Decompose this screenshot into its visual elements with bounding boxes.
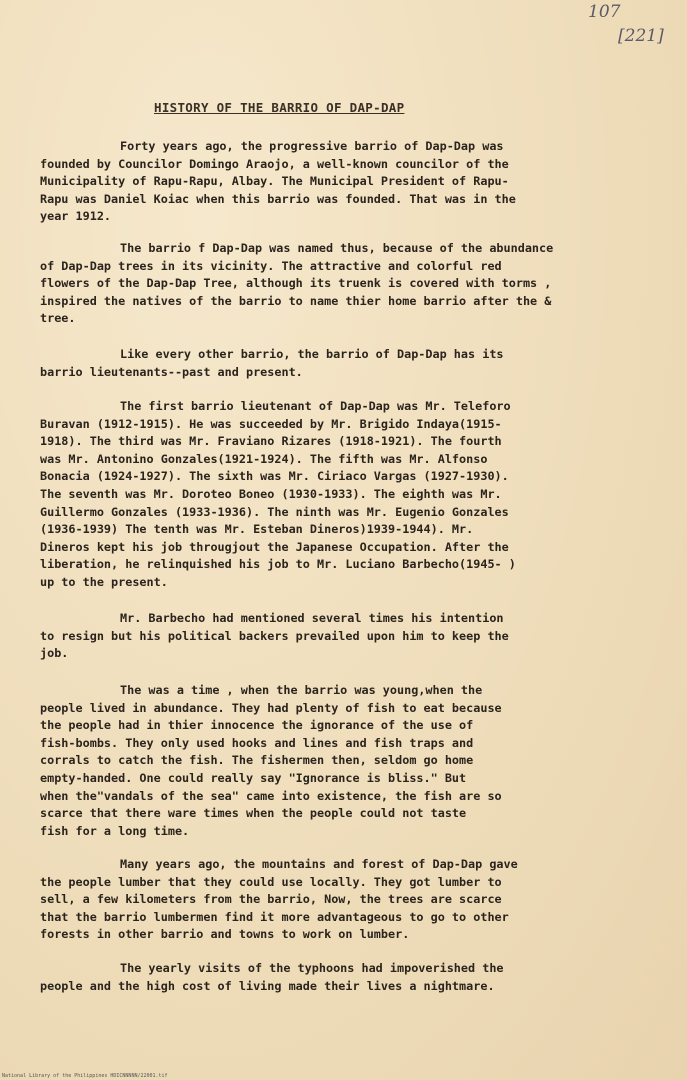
page-number-annotation: 107	[588, 2, 621, 22]
paragraph-typhoons: The yearly visits of the typhoons had impoverished the people and the high cost of living made their lives a nightmare.	[40, 961, 504, 993]
paragraph-fishing: The was a time , when the barrio was young,when the people lived in abundance. They had plenty of fish to eat because the people had in thier innocence the ignorance of the use of fish-bombs. They only used hooks and lines and fish traps and corrals to catch the fish. The fishermen then, seldom go home empty-handed. One could really say "Ignorance is bliss." But when the"vandals of the sea" came into existence, the fish are so scarce that there ware times when the people could not taste fish for a long time.	[40, 683, 502, 838]
reference-number-annotation: [221]	[618, 26, 664, 46]
paragraph-naming: The barrio f Dap-Dap was named thus, because of the abundance of Dap-Dap trees in its vicinity. The attractive and colorful red flowers of the Dap-Dap Tree, although its truenk is covered with torms , inspired the natives of the barrio to name thier home barrio after the & tree.	[40, 241, 554, 326]
source-footer: National Library of the Philippines HDICNNNNN/22001.tif	[2, 1073, 168, 1079]
paragraph-founding: Forty years ago, the progressive barrio of Dap-Dap was founded by Councilor Domingo Araojo, a well-known councilor of the Municipality of Rapu-Rapu, Albay. The Municipal President of Rapu- Rapu was Daniel Koiac when this barrio was founded. That was in the year 1912.	[40, 139, 516, 224]
paragraph-lumber: Many years ago, the mountains and forest of Dap-Dap gave the people lumber that they could use locally. They got lumber to sell, a few kilometers from the barrio, Now, the trees are scarce that the barrio lumbermen find it more advantageous to go to other forests in other barrio and towns to work on lumber.	[40, 857, 518, 942]
document-title: HISTORY OF THE BARRIO OF DAP-DAP	[154, 100, 405, 115]
paragraph-lieutenants-intro: Like every other barrio, the barrio of Dap-Dap has its barrio lieutenants--past and present.	[40, 347, 504, 379]
paragraph-barbecho: Mr. Barbecho had mentioned several times his intention to resign but his political backers prevailed upon him to keep the job.	[40, 611, 509, 661]
paragraph-lieutenants-list: The first barrio lieutenant of Dap-Dap was Mr. Teleforo Buravan (1912-1915). He was succeeded by Mr. Brigido Indaya(1915- 1918). The third was Mr. Fraviano Rizares (1918-1921). The fourth was Mr. Antonino Gonzales(1921-1924). The fifth was Mr. Alfonso Bonacia (1924-1927). The sixth was Mr. Ciriaco Vargas (1927-1930). The seventh was Mr. Doroteo Boneo (1930-1933). The eighth was Mr. Guillermo Gonzales (1933-1936). The ninth was Mr. Eugenio Gonzales (1936-1939) The tenth was Mr. Esteban Dineros)1939-1944). Mr. Dineros kept his job througjout the Japanese Occupation. After the liberation, he relinquished his job to Mr. Luciano Barbecho(1945- ) up to the present.	[40, 399, 516, 589]
